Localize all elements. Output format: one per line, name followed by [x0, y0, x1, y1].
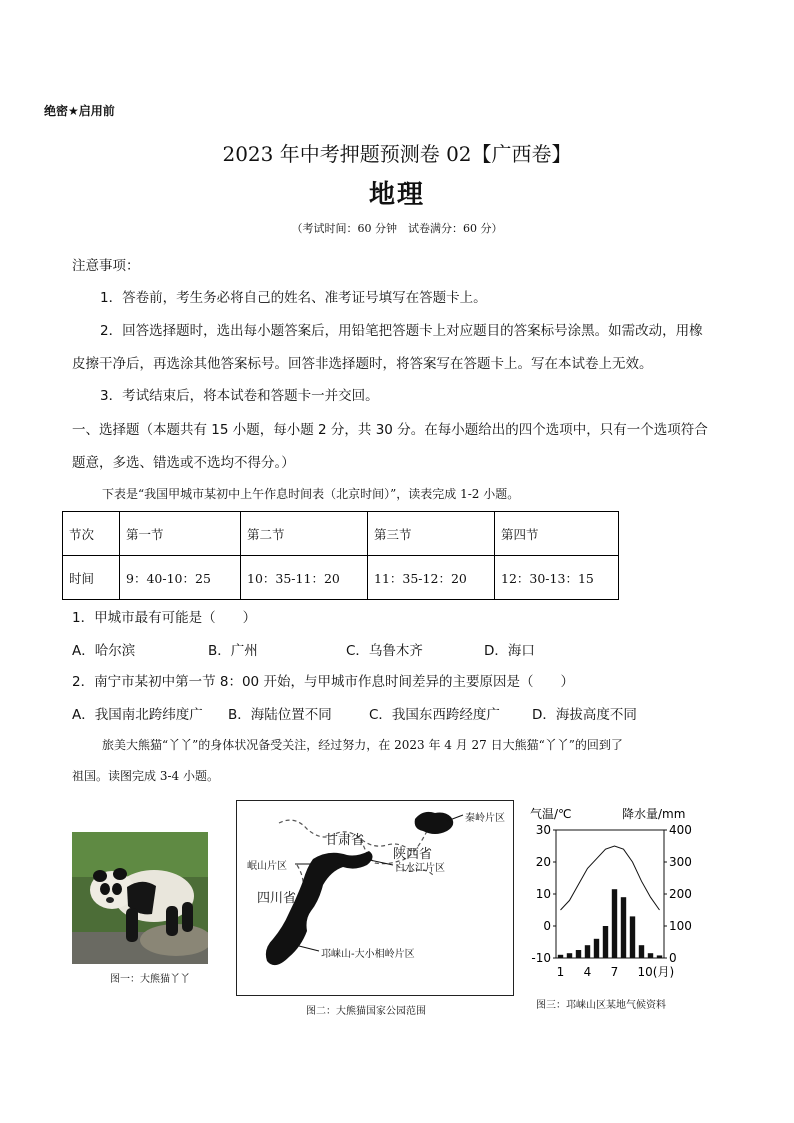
- question-1-stem: 1．甲城市最有可能是（ ）: [72, 610, 257, 626]
- temperature-series-line: [561, 846, 660, 910]
- note-item-2-cont: 皮擦干净后，再选涂其他答案标号。回答非选择题时，将答案写在答题卡上。写在本试卷上无效。: [72, 356, 653, 372]
- precipitation-bar: [630, 916, 635, 958]
- chart-frame: [556, 830, 664, 958]
- temp-tick-label: -10: [531, 951, 551, 965]
- figure-2-caption: 图二：大熊猫国家公园范围: [306, 1006, 426, 1017]
- map-label-shaanxi: 陕西省: [393, 847, 433, 862]
- exam-time-info: （考试时间：60 分钟 试卷满分：60 分）: [291, 222, 503, 235]
- table-cell: 第二节: [241, 512, 368, 556]
- note-item-2: 2．回答选择题时，选出每小题答案后，用铅笔把答题卡上对应题目的答案标号涂黑。如需改动，用橡: [100, 323, 703, 339]
- table-row: [63, 512, 619, 556]
- note-item-3: 3．考试结束后，将本试卷和答题卡一并交回。: [100, 388, 379, 404]
- precipitation-bar: [657, 955, 662, 958]
- temp-tick-label: 30: [535, 823, 551, 837]
- month-tick-label: 4: [583, 965, 592, 979]
- q2-option-b[interactable]: B．海陆位置不同: [228, 707, 332, 723]
- precipitation-bar: [648, 953, 653, 958]
- precip-tick-label: 100: [669, 919, 692, 933]
- section-heading-cont: 题意，多选、错选或不选均不得分。）: [72, 455, 295, 471]
- exam-title: 2023 年中考押题预测卷 02【广西卷】: [222, 142, 572, 166]
- map-label-minshan: 岷山片区: [247, 861, 287, 872]
- climate-chart: [526, 802, 704, 992]
- table-cell: 10：35-11：20: [241, 556, 368, 600]
- temp-tick-label: 10: [535, 887, 551, 901]
- map-label-qinling: 秦岭片区: [465, 813, 505, 824]
- note-item-1: 1．答卷前，考生务必将自己的姓名、准考证号填写在答题卡上。: [100, 290, 487, 306]
- question-2-stem: 2．南宁市某初中第一节 8：00 开始，与甲城市作息时间差异的主要原因是（ ）: [72, 674, 574, 690]
- map-label-sichuan: 四川省: [257, 891, 297, 906]
- panda-photo: [72, 832, 208, 964]
- precipitation-bar: [576, 950, 581, 958]
- precipitation-bar: [621, 897, 626, 958]
- q2-option-a[interactable]: A．我国南北跨纬度广: [72, 707, 203, 723]
- precipitation-bar: [585, 945, 590, 958]
- table-cell: 9：40-10：25: [120, 556, 241, 600]
- q1-option-a[interactable]: A．哈尔滨: [72, 643, 136, 659]
- table-cell: 第三节: [368, 512, 495, 556]
- q2-option-d[interactable]: D．海拔高度不同: [532, 707, 637, 723]
- month-unit-label: 10(月): [637, 965, 675, 979]
- precipitation-bar: [567, 953, 572, 958]
- panda-illustration: [72, 832, 208, 964]
- precip-tick-label: 300: [669, 855, 692, 869]
- precipitation-bar: [639, 945, 644, 958]
- map-label-baishuijiang: 白水江片区: [395, 863, 445, 874]
- q1-option-d[interactable]: D．海口: [484, 643, 535, 659]
- chart-ylabel-right: 降水量/mm: [622, 807, 686, 821]
- precipitation-bar: [594, 939, 599, 958]
- precip-tick-label: 0: [669, 951, 677, 965]
- table-cell: 12：30-13：15: [495, 556, 619, 600]
- temp-tick-label: 20: [535, 855, 551, 869]
- intro-3-4-cont: 祖国。读图完成 3-4 小题。: [72, 769, 219, 783]
- precip-tick-label: 200: [669, 887, 692, 901]
- q1-option-c[interactable]: C．乌鲁木齐: [346, 643, 423, 659]
- section-heading: 一、选择题（本题共有 15 小题，每小题 2 分，共 30 分。在每小题给出的四个选项中，只有一个选项符合: [72, 422, 708, 438]
- precipitation-bar: [558, 955, 563, 958]
- schedule-table: [62, 511, 619, 600]
- map-label-gansu: 甘肃省: [325, 833, 365, 848]
- notes-heading: 注意事项：: [72, 258, 140, 274]
- table-cell: 第四节: [495, 512, 619, 556]
- map-leader-lines: [237, 801, 513, 995]
- confidential-label: 绝密★启用前: [44, 104, 115, 118]
- month-tick-label: 7: [610, 965, 619, 979]
- table-intro: 下表是“我国甲城市某初中上午作息时间表（北京时间）”，读表完成 1-2 小题。: [102, 487, 520, 501]
- figure-1-caption: 图一：大熊猫丫丫: [110, 974, 190, 985]
- table-cell: 第一节: [120, 512, 241, 556]
- q1-option-b[interactable]: B．广州: [208, 643, 258, 659]
- temp-tick-label: 0: [543, 919, 551, 933]
- intro-3-4: 旅美大熊猫“丫丫”的身体状况备受关注，经过努力，在 2023 年 4 月 27 日大熊猫“丫丫”的回到了: [102, 738, 623, 752]
- park-map: [236, 800, 514, 996]
- month-tick-label: 1: [556, 965, 565, 979]
- figure-3-caption: 图三：邛崃山区某地气候资料: [536, 1000, 666, 1011]
- precipitation-bar: [603, 926, 608, 958]
- precip-tick-label: 400: [669, 823, 692, 837]
- table-cell: 节次: [63, 512, 120, 556]
- q2-option-c[interactable]: C．我国东西跨经度广: [369, 707, 500, 723]
- table-cell: 时间: [63, 556, 120, 600]
- map-label-qionglai: 邛崃山-大小相岭片区: [321, 949, 415, 960]
- precipitation-bar: [612, 889, 617, 958]
- table-cell: 11：35-12：20: [368, 556, 495, 600]
- subject-title: 地理: [368, 180, 425, 210]
- table-row: [63, 556, 619, 600]
- chart-ylabel-left: 气温/℃: [530, 807, 572, 821]
